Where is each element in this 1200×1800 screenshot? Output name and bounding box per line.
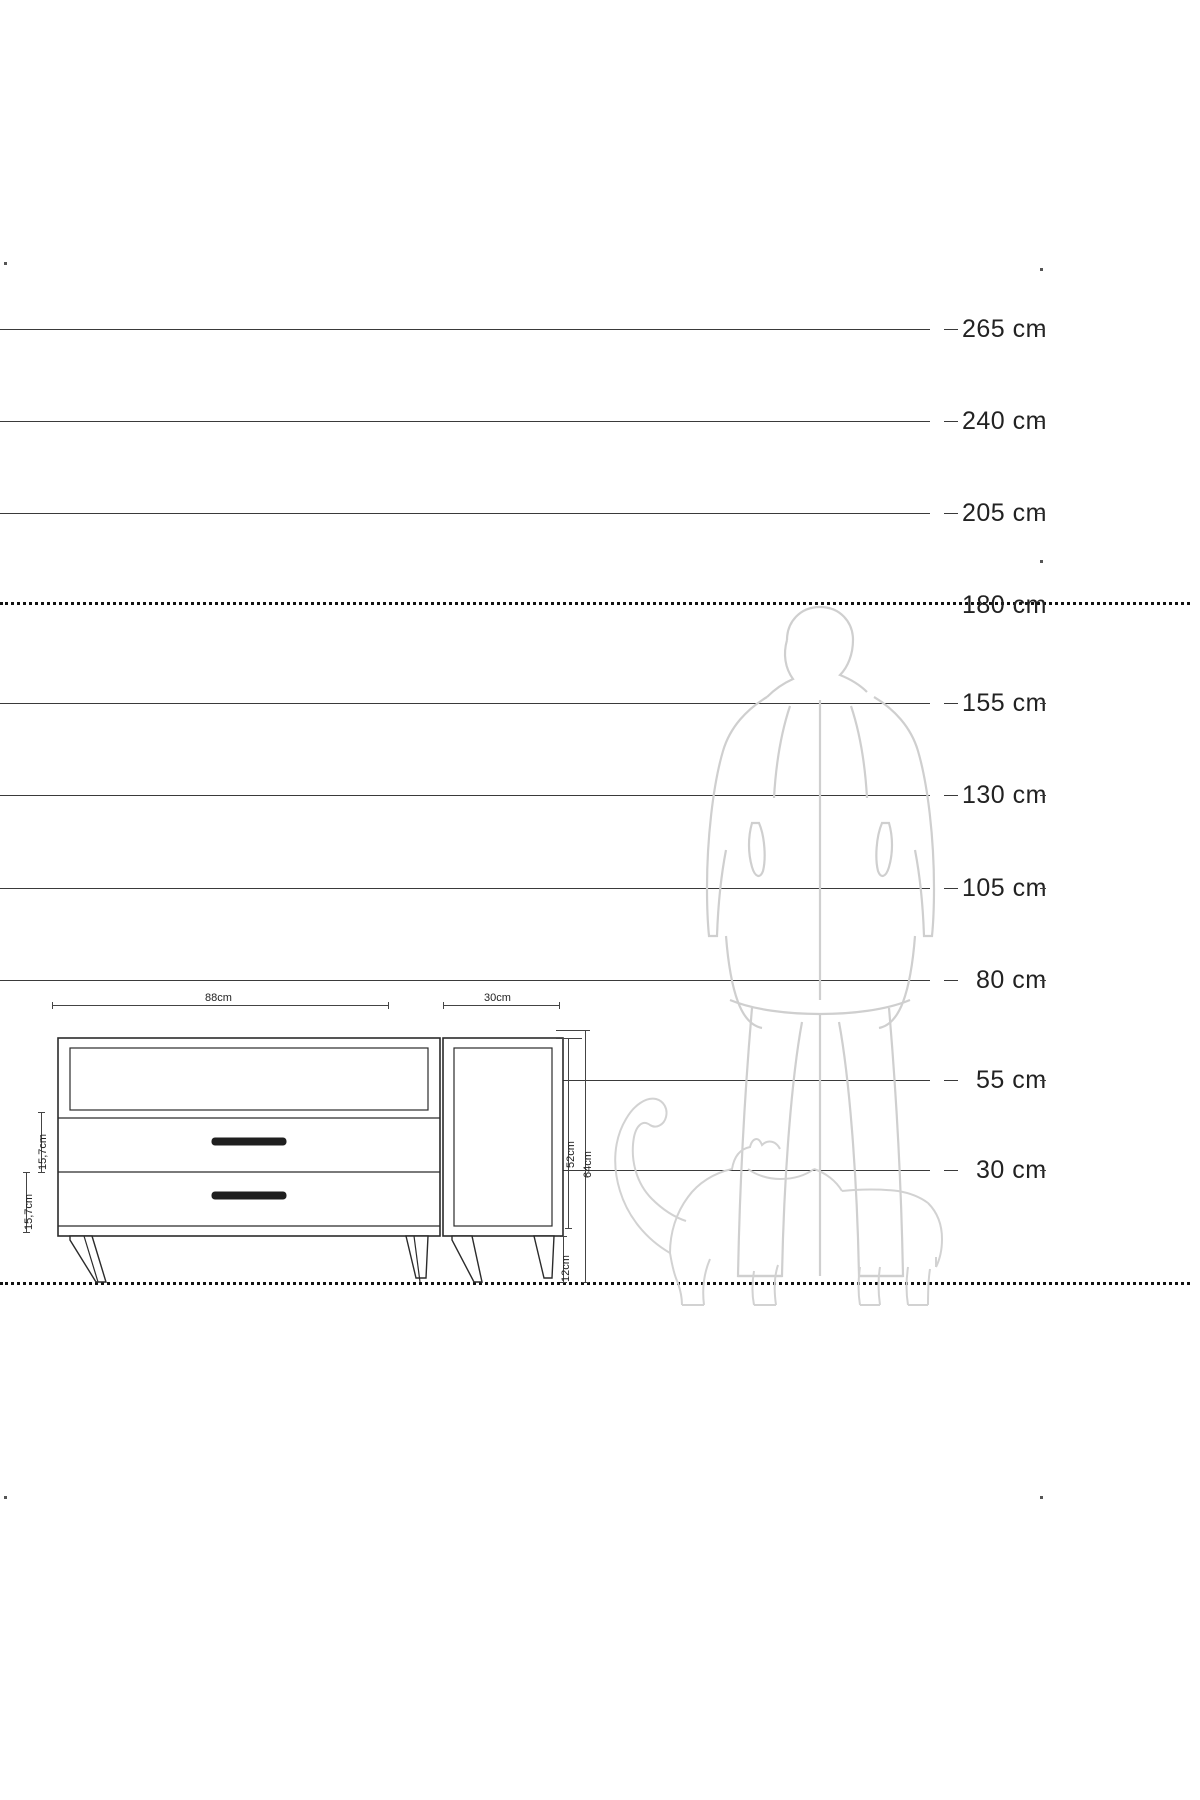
dim-label-leg-height: 12cm: [560, 1255, 572, 1282]
dim-cap: [559, 1002, 560, 1009]
dim-cap: [560, 1236, 567, 1237]
dim-cap: [38, 1112, 45, 1113]
scale-label-105: 105 cm: [962, 874, 1047, 902]
dim-line-nightstand-body: [568, 1038, 569, 1228]
scale-label-240: 240 cm: [962, 407, 1047, 435]
scale-label-55: 55 cm: [976, 1066, 1047, 1094]
dim-line-nightstand-width: [443, 1005, 559, 1006]
dim-label-nightstand-total: 64cm: [582, 1151, 594, 1178]
dim-cap: [565, 1228, 572, 1229]
dim-label-dresser-width: 88cm: [205, 992, 232, 1004]
dim-cap: [52, 1002, 53, 1009]
dim-cap: [565, 1038, 572, 1039]
dim-label-drawer-top: 15,7cm: [37, 1133, 49, 1170]
dim-cap: [582, 1030, 589, 1031]
scale-label-155: 155 cm: [962, 689, 1047, 717]
scale-label-205: 205 cm: [962, 499, 1047, 527]
dim-label-nightstand-width: 30cm: [484, 992, 511, 1004]
dim-cap: [582, 1282, 589, 1283]
scale-label-180: 180 cm: [962, 591, 1047, 619]
dim-cap: [38, 1172, 45, 1173]
dim-label-nightstand-body: 52cm: [565, 1141, 577, 1168]
dim-cap: [388, 1002, 389, 1009]
scale-label-80: 80 cm: [976, 966, 1047, 994]
dim-cap: [23, 1232, 30, 1233]
dim-cap: [560, 1282, 567, 1283]
scale-label-130: 130 cm: [962, 781, 1047, 809]
dim-cap: [443, 1002, 444, 1009]
dim-line-dresser-width: [52, 1005, 388, 1006]
dim-label-drawer-bottom: 15,7cm: [23, 1193, 35, 1230]
scale-label-30: 30 cm: [976, 1156, 1047, 1184]
dim-cap: [23, 1172, 30, 1173]
scale-label-265: 265 cm: [962, 315, 1047, 343]
